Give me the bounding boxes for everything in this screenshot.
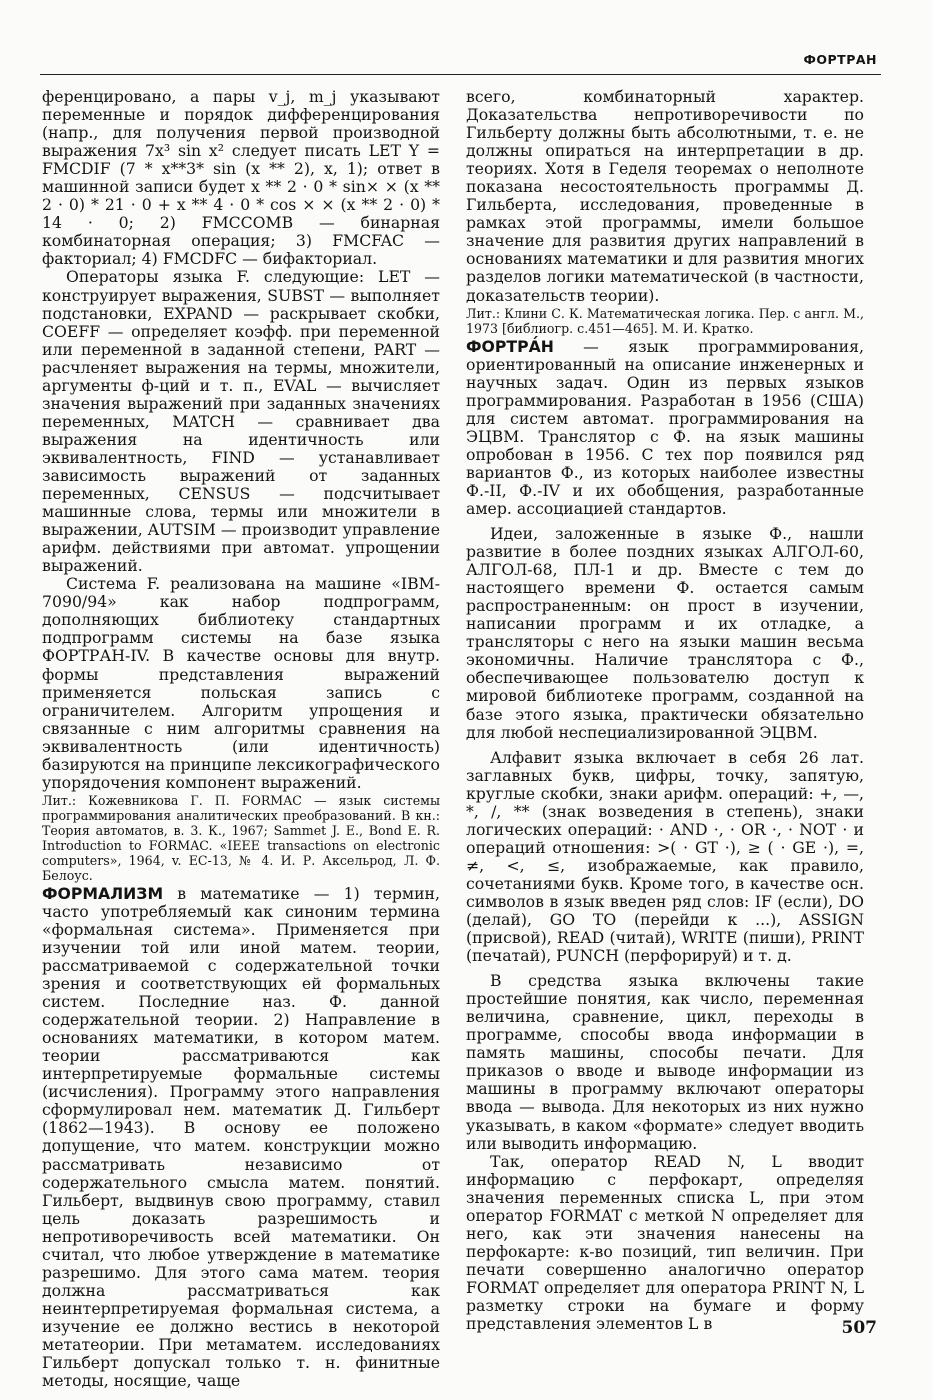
right-paragraph-6: Так, оператор READ N, L вводит информацию с перфокарт, определяя значения переменных списка L, при этом оператор FORMAT с меткой N определяет для него, как эти значения нанесены на перфокарте: к-во позиций, тип величин. При печати совершенно аналогично оператор FORMAT определяет для оператора PRINT N, L разметку строки на бумаге и форму представления элементов L в <box>466 1151 864 1334</box>
formalism-text: в математике — 1) термин, часто употребляемый как синоним термина «формальная система». Применяется при изучении той или иной матем. теории, рассматриваемой с содержательной точки зрения и соответствующих ей формальных систем. Последние наз. Ф. данной содержательной теории. 2) Направление в основаниях математики, в котором матем. теории рассматриваются как интерпретируемые формальные системы (исчисления). Программу этого направления сформулировал нем. математик Д. Гильберт (1862—1943). В основу ее положено допущение, что матем. конструкции можно рассматривать независимо от содержательного смысла матем. понятий. Гильберт, выдвинув свою программу, ставил цель доказать разрешимость и непротиворечивость всей математики. Он считал, что любое утверждение в математике разрешимо. Для этого сама матем. теория должна рассматриваться как неинтерпретируемая формальная система, а изучение ее должно вестись в некоторой метатеории. При метаматем. исследованиях Гильберт допускал только т. н. финитные методы, носящие, чаще <box>42 883 440 1391</box>
page-number: 507 <box>841 1318 877 1338</box>
right-paragraph-4: Алфавит языка включает в себя 26 лат. заглавных букв, цифры, точку, запятую, круглые скобки, знаки арифм. операций: +, —, *, /, ** (знак возведения в степень), знаки логических операций: · AND ·, · OR ·, · NOT · и операций отношения: >( · GT ·), ≥ ( · GE ·), =, ≠, <, ≤, изображаемые, как правило, сочетаниями букв. Кроме того, в качестве осн. символов в язык введен ряд слов: IF (если), DO (делай), GO TO (перейди к ...), ASSIGN (присвой), READ (читай), WRITE (пиши), PRINT (печатай), PUNCH (перфорируй) и т. д. <box>466 747 864 966</box>
headword-formalism: ФОРМАЛИЗМ <box>42 883 164 903</box>
right-paragraph-1: всего, комбинаторный характер. Доказательства непротиворечивости по Гильберту должны быть абсолютными, т. е. не должны опираться на интерпретации в др. теориях. Хотя в Геделя теоремах о неполноте показана несостоятельность программы Д. Гильберта, исследования, проведенные в рамках этой программы, имели большое значение для развития других направлений в основаниях математики и для развития многих разделов логики математической (в частности, доказательств теории). <box>466 87 864 305</box>
right-paragraph-5: В средства языка включены такие простейшие понятия, как число, переменная величина, сравнение, цикл, переходы в программе, способы ввода информации в память машины, способы печати. Для приказов о вводе и выводе информации из машины в программу включают операторы ввода — вывода. Для некоторых из них нужно указывать, в каком «формате» следует вводить или выводить информацию. <box>466 971 864 1153</box>
right-paragraph-3: Идеи, заложенные в языке Ф., нашли развитие в более поздних языках АЛГОЛ-60, АЛГОЛ-68, ПЛ-1 и др. Вместе с тем до настоящего времени Ф. остается самым распространенным: он прост в изучении, написании программ и их отладке, а трансляторы с него на языки машин весьма экономичны. Наличие транслятора с Ф., обеспечивающее пользователю доступ к мировой библиотеке программ, созданной на базе этого языка, практически обязательно для любой неспециализированной ЭЦВМ. <box>466 524 864 742</box>
headword-fortran: ФОРТРА́Н <box>466 336 554 356</box>
left-paragraph-1: ференцировано, а пары v_j, m_j указывают переменные и порядок дифференцирования (напр., для получения первой производной выражения 7x³ sin x² следует писать LET Y = FMCDIF (7 * x**3* sin (x ** 2), x, 1); ответ в машинной записи будет x ** 2 · 0 * sin× × (x ** 2 · 0) * 21 · 0 + x ** 4 · 0 * cos × × (x ** 2 · 0) * 14 · 0; 2) FMCCOMB — бинарная комбинаторная операция; 3) FMCFAC — факториал; 4) FMCDFC — бифакториал. <box>42 87 440 269</box>
entry-formalism <box>42 885 440 1390</box>
left-bibliography: Лит.: Кожевникова Г. П. FORMAC — язык системы программирования аналитических преобразований. В кн.: Теория автоматов, в. 3. К., 1967; Sammet J. E., Bond E. R. Introduction to FORMAC. «IEEE transactions on electronic computers», 1964, v. EC-13, № 4. И. Р. Аксельрод, Л. Ф. Белоус. <box>42 792 440 883</box>
right-bibliography: Лит.: Клини С. К. Математическая логика. Пер. с англ. М., 1973 [библиогр. с.451—465]. М. И. Кратко. <box>466 305 864 336</box>
running-head: ФОРТРАН <box>803 52 877 67</box>
entry-fortran <box>466 338 864 518</box>
header-rule <box>40 74 881 75</box>
fortran-text: — язык программирования, ориентированный на описание инженерных и научных задач. Один из первых языков программирования. Разработан в 1956 (США) для систем автомат. программирования на ЭЦВМ. Транслятор с Ф. на язык машины опробован в 1956. С тех пор появился ряд вариантов Ф., из которых наиболее известны Ф.-II, Ф.-IV и их обобщения, разработанные амер. ассоциацией стандартов. <box>466 336 864 518</box>
left-column <box>42 87 440 1391</box>
left-paragraph-2: Операторы языка F. следующие: LET — конструирует выражения, SUBST — выполняет подстановки, EXPAND — раскрывает скобки, COEFF — определяет коэфф. при переменной или переменной в заданной степени, PART — расчленяет выражения на термы, множители, аргументы ф-ций и т. п., EVAL — вычисляет значения выражений при заданных значениях переменных, MATCH — сравнивает два выражения на идентичность или эквивалентность, FIND — устанавливает зависимость выражений от заданных переменных, CENSUS — подсчитывает машинные слова, термы или множители в выражении, AUTSIM — производит управление арифм. действиями при автомат. упрощении выражений. <box>42 267 440 576</box>
left-paragraph-3: Система F. реализована на машине «IBM-7090/94» как набор подпрограмм, дополняющих библиотеку стандартных подпрограмм системы на базе языка ФОРТРАН-IV. В качестве основы для внутр. формы представления выражений применяется польская запись с ограничителем. Алгоритм упрощения и связанные с ним алгоритмы сравнения на эквивалентность (или идентичность) базируются на принципе лексикографического упорядочения компонент выражений. <box>42 574 440 792</box>
